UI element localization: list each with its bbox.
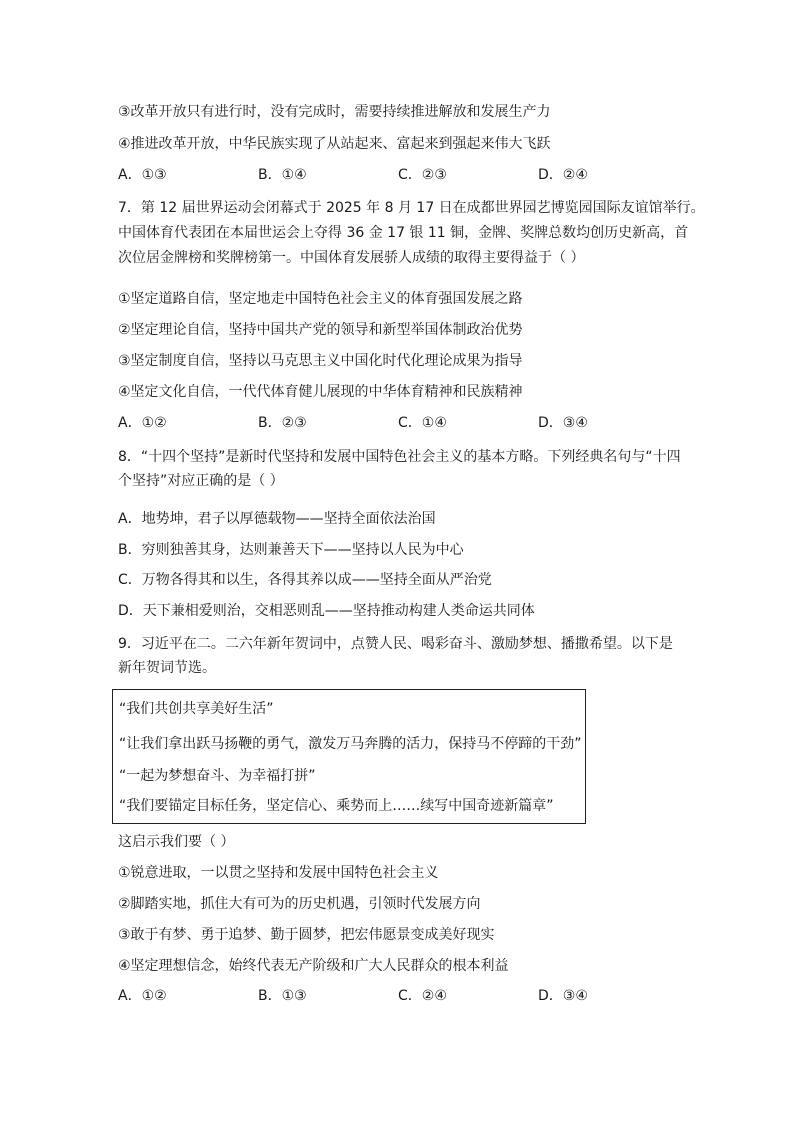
q8-option-c: C．万物各得其和以生，各得其养以成——坚持全面从严治党 bbox=[118, 572, 492, 588]
option-a: A．①② bbox=[118, 415, 167, 431]
option-b: B．①④ bbox=[258, 167, 307, 183]
q7-item-3: ③坚定制度自信，坚持以马克思主义中国化时代化理论成果为指导 bbox=[118, 353, 523, 369]
q9-stem-line-2: 新年贺词节选。 bbox=[118, 660, 216, 676]
new-year-quote-box bbox=[112, 689, 586, 824]
quote-line-4: “我们要锚定目标任务，坚定信心、乘势而上……续写中国奇迹新篇章” bbox=[119, 798, 554, 814]
q7-item-1: ①坚定道路自信，坚定地走中国特色社会主义的体育强国发展之路 bbox=[118, 291, 523, 307]
option-c: C．②④ bbox=[398, 988, 447, 1004]
q8-stem-line-2: 个坚持”对应正确的是（ ） bbox=[118, 473, 284, 489]
q7-item-4: ④坚定文化自信，一代代体育健儿展现的中华体育精神和民族精神 bbox=[118, 384, 523, 400]
option-c: C．②③ bbox=[398, 167, 447, 183]
quote-line-1: “我们共创共享美好生活” bbox=[119, 701, 274, 717]
quote-line-2: “让我们拿出跃马扬鞭的勇气，激发万马奔腾的活力，保持马不停蹄的干劲” bbox=[119, 736, 582, 752]
option-d: D．③④ bbox=[538, 415, 588, 431]
prev-item-3: ③改革开放只有进行时，没有完成时，需要持续推进解放和发展生产力 bbox=[118, 104, 551, 120]
prev-item-4: ④推进改革开放，中华民族实现了从站起来、富起来到强起来伟大飞跃 bbox=[118, 136, 551, 152]
q9-item-2: ②脚踏实地，抓住大有可为的历史机遇，引领时代发展方向 bbox=[118, 896, 481, 912]
option-a: A．①② bbox=[118, 988, 167, 1004]
q7-item-2: ②坚定理论自信，坚持中国共产党的领导和新型举国体制政治优势 bbox=[118, 322, 523, 338]
quote-line-3: “一起为梦想奋斗、为幸福打拼” bbox=[119, 768, 316, 784]
q8-option-b: B．穷则独善其身，达则兼善天下——坚持以人民为中心 bbox=[118, 542, 464, 558]
q9-item-3: ③敢于有梦、勇于追梦、勤于圆梦，把宏伟愿景变成美好现实 bbox=[118, 927, 495, 943]
q7-stem-line-1: 7．第 12 届世界运动会闭幕式于 2025 年 8 月 17 日在成都世界园艺博览园国际友谊馆举行。 bbox=[118, 200, 705, 216]
option-d: D．③④ bbox=[538, 988, 588, 1004]
option-b: B．①③ bbox=[258, 988, 307, 1004]
q8-stem-line-1: 8．“十四个坚持”是新时代坚持和发展中国特色社会主义的基本方略。下列经典名句与“十四 bbox=[118, 449, 681, 465]
option-d: D．②④ bbox=[538, 167, 588, 183]
q9-item-4: ④坚定理想信念，始终代表无产阶级和广大人民群众的根本利益 bbox=[118, 958, 509, 974]
q9-prompt: 这启示我们要（ ） bbox=[118, 834, 235, 850]
q8-option-a: A．地势坤，君子以厚德载物——坚持全面依法治国 bbox=[118, 511, 436, 527]
q9-item-1: ①锐意进取，一以贯之坚持和发展中国特色社会主义 bbox=[118, 865, 439, 881]
option-a: A．①③ bbox=[118, 167, 167, 183]
q8-option-d: D．天下兼相爱则治，交相恶则乱——坚持推动构建人类命运共同体 bbox=[118, 603, 535, 619]
option-b: B．②③ bbox=[258, 415, 307, 431]
q7-stem-line-3: 次位居金牌榜和奖牌榜第一。中国体育发展骄人成绩的取得主要得益于（ ） bbox=[118, 250, 585, 266]
q7-stem-line-2: 中国体育代表团在本届世运会上夺得 36 金 17 银 11 铜，金牌、奖牌总数均创历史新高，首 bbox=[118, 225, 689, 241]
q9-stem-line-1: 9．习近平在二。二六年新年贺词中，点赞人民、喝彩奋斗、激励梦想、播撒希望。以下是 bbox=[118, 636, 673, 652]
option-c: C．①④ bbox=[398, 415, 447, 431]
